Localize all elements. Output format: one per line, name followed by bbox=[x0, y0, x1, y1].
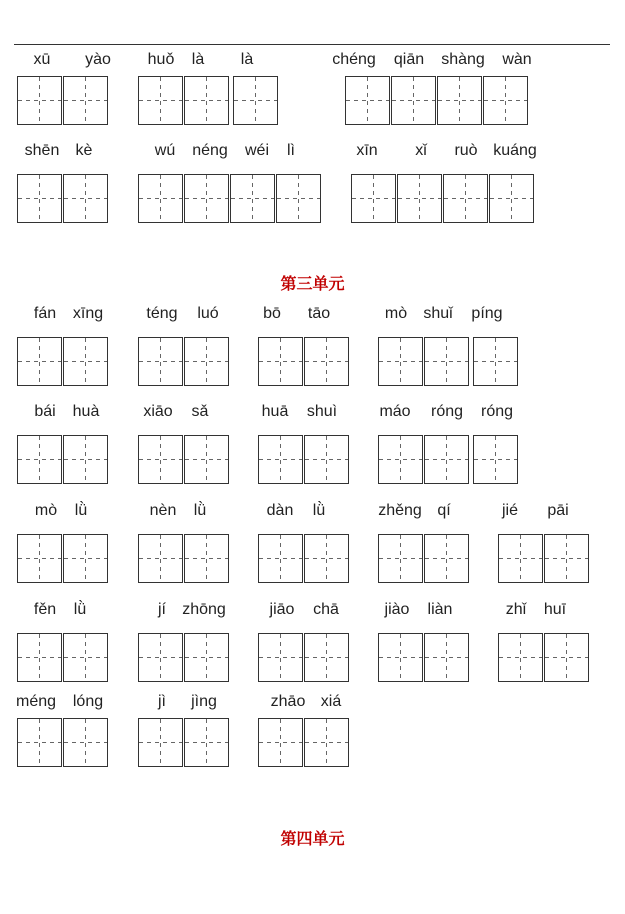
pinyin-label: huī bbox=[543, 601, 567, 618]
pinyin-label: shuǐ bbox=[423, 305, 453, 322]
character-writing-box[interactable] bbox=[17, 534, 62, 583]
writing-box-row bbox=[17, 174, 108, 223]
character-writing-box[interactable] bbox=[138, 718, 183, 767]
pinyin-label: yào bbox=[85, 51, 111, 68]
writing-box-row bbox=[378, 633, 469, 682]
pinyin-label: máo bbox=[379, 403, 411, 420]
pinyin-label: téng bbox=[146, 305, 178, 322]
pinyin-label: chéng bbox=[332, 51, 376, 68]
character-writing-box[interactable] bbox=[138, 633, 183, 682]
character-writing-box[interactable] bbox=[63, 534, 108, 583]
pinyin-label: jìng bbox=[191, 693, 217, 710]
writing-box-row bbox=[17, 435, 108, 484]
character-writing-box[interactable] bbox=[258, 718, 303, 767]
pinyin-label: mò bbox=[34, 502, 58, 519]
character-writing-box[interactable] bbox=[63, 337, 108, 386]
pinyin-label: qí bbox=[437, 502, 451, 519]
character-writing-box[interactable] bbox=[63, 174, 108, 223]
character-writing-box[interactable] bbox=[489, 174, 534, 223]
writing-box-row bbox=[258, 633, 349, 682]
pinyin-label: wú bbox=[154, 142, 176, 159]
character-writing-box[interactable] bbox=[304, 534, 349, 583]
pinyin-label: xīng bbox=[72, 305, 104, 322]
writing-box-row bbox=[498, 633, 589, 682]
character-writing-box[interactable] bbox=[184, 76, 229, 125]
character-writing-box[interactable] bbox=[276, 174, 321, 223]
writing-box-row bbox=[351, 174, 534, 223]
character-writing-box[interactable] bbox=[258, 337, 303, 386]
pinyin-label: shuì bbox=[306, 403, 338, 420]
character-writing-box[interactable] bbox=[138, 174, 183, 223]
writing-box-row bbox=[17, 337, 108, 386]
character-writing-box[interactable] bbox=[483, 76, 528, 125]
pinyin-label: xiá bbox=[320, 693, 342, 710]
writing-box-row bbox=[138, 435, 229, 484]
pinyin-label: kuáng bbox=[493, 142, 537, 159]
pinyin-label: méng bbox=[15, 693, 57, 710]
pinyin-label: xū bbox=[33, 51, 51, 68]
pinyin-label: xīn bbox=[356, 142, 378, 159]
pinyin-label: huǒ bbox=[147, 51, 175, 68]
pinyin-label: jiào bbox=[384, 601, 410, 618]
pinyin-label: fěn bbox=[33, 601, 57, 618]
pinyin-label: róng bbox=[480, 403, 514, 420]
pinyin-label: wéi bbox=[244, 142, 270, 159]
character-writing-box[interactable] bbox=[17, 718, 62, 767]
character-writing-box[interactable] bbox=[498, 534, 543, 583]
character-writing-box[interactable] bbox=[184, 337, 229, 386]
character-writing-box[interactable] bbox=[230, 174, 275, 223]
character-writing-box[interactable] bbox=[17, 76, 62, 125]
character-writing-box[interactable] bbox=[351, 174, 396, 223]
pinyin-label: zhāo bbox=[270, 693, 306, 710]
writing-box-row bbox=[498, 534, 589, 583]
writing-box-row bbox=[138, 534, 229, 583]
pinyin-label: píng bbox=[471, 305, 503, 322]
character-writing-box[interactable] bbox=[17, 174, 62, 223]
pinyin-label: mò bbox=[384, 305, 408, 322]
character-writing-box[interactable] bbox=[63, 76, 108, 125]
character-writing-box[interactable] bbox=[424, 633, 469, 682]
character-writing-box[interactable] bbox=[424, 337, 469, 386]
character-writing-box[interactable] bbox=[138, 337, 183, 386]
character-writing-box[interactable] bbox=[424, 435, 469, 484]
pinyin-label: bái bbox=[34, 403, 56, 420]
character-writing-box[interactable] bbox=[473, 337, 518, 386]
unit-3-title: 第三单元 bbox=[280, 274, 345, 293]
character-writing-box[interactable] bbox=[443, 174, 488, 223]
writing-box-row bbox=[378, 534, 469, 583]
pinyin-label: tāo bbox=[307, 305, 331, 322]
character-writing-box[interactable] bbox=[17, 435, 62, 484]
character-writing-box[interactable] bbox=[473, 435, 518, 484]
character-writing-box[interactable] bbox=[544, 633, 589, 682]
pinyin-label: kè bbox=[75, 142, 93, 159]
character-writing-box[interactable] bbox=[544, 534, 589, 583]
pinyin-label: shēn bbox=[24, 142, 60, 159]
writing-box-row bbox=[138, 337, 229, 386]
pinyin-label: nèn bbox=[149, 502, 177, 519]
unit-4-title: 第四单元 bbox=[280, 829, 345, 848]
character-writing-box[interactable] bbox=[378, 534, 423, 583]
pinyin-label: qiān bbox=[393, 51, 425, 68]
pinyin-label: xiāo bbox=[143, 403, 173, 420]
pinyin-label: jiāo bbox=[269, 601, 295, 618]
pinyin-label: chā bbox=[313, 601, 339, 618]
character-writing-box[interactable] bbox=[138, 76, 183, 125]
character-writing-box[interactable] bbox=[184, 534, 229, 583]
pinyin-label: bō bbox=[263, 305, 281, 322]
character-writing-box[interactable] bbox=[258, 435, 303, 484]
pinyin-label: xǐ bbox=[415, 142, 427, 159]
pinyin-label: lǜ bbox=[193, 502, 207, 519]
pinyin-label: ruò bbox=[454, 142, 478, 159]
character-writing-box[interactable] bbox=[304, 718, 349, 767]
character-writing-box[interactable] bbox=[345, 76, 390, 125]
character-writing-box[interactable] bbox=[378, 633, 423, 682]
writing-box-row bbox=[17, 76, 108, 125]
pinyin-label: lǜ bbox=[312, 502, 326, 519]
character-writing-box[interactable] bbox=[184, 174, 229, 223]
pinyin-label: huā bbox=[261, 403, 289, 420]
character-writing-box[interactable] bbox=[378, 337, 423, 386]
writing-box-row bbox=[17, 534, 108, 583]
writing-box-row bbox=[138, 718, 229, 767]
pinyin-label: jí bbox=[158, 601, 166, 618]
writing-box-row bbox=[345, 76, 528, 125]
pinyin-label: dàn bbox=[266, 502, 294, 519]
pinyin-label: shàng bbox=[441, 51, 485, 68]
pinyin-label: jì bbox=[158, 693, 166, 710]
pinyin-label: lǜ bbox=[74, 502, 88, 519]
character-writing-box[interactable] bbox=[378, 435, 423, 484]
character-writing-box[interactable] bbox=[17, 337, 62, 386]
writing-box-row bbox=[258, 435, 349, 484]
writing-box-row bbox=[17, 718, 108, 767]
character-writing-box[interactable] bbox=[184, 633, 229, 682]
character-writing-box[interactable] bbox=[233, 76, 278, 125]
character-writing-box[interactable] bbox=[304, 633, 349, 682]
character-writing-box[interactable] bbox=[184, 435, 229, 484]
writing-box-row bbox=[378, 337, 518, 386]
writing-box-row bbox=[138, 633, 229, 682]
character-writing-box[interactable] bbox=[391, 76, 436, 125]
pinyin-label: wàn bbox=[502, 51, 532, 68]
pinyin-label: luó bbox=[197, 305, 219, 322]
character-writing-box[interactable] bbox=[304, 337, 349, 386]
character-writing-box[interactable] bbox=[304, 435, 349, 484]
pinyin-label: zhōng bbox=[182, 601, 226, 618]
character-writing-box[interactable] bbox=[63, 633, 108, 682]
writing-box-row bbox=[258, 534, 349, 583]
character-writing-box[interactable] bbox=[63, 718, 108, 767]
pinyin-label: là bbox=[240, 51, 254, 68]
character-writing-box[interactable] bbox=[258, 534, 303, 583]
pinyin-label: jié bbox=[501, 502, 519, 519]
character-writing-box[interactable] bbox=[17, 633, 62, 682]
writing-box-row bbox=[378, 435, 518, 484]
pinyin-label: huà bbox=[72, 403, 100, 420]
character-writing-box[interactable] bbox=[498, 633, 543, 682]
writing-box-row bbox=[17, 633, 108, 682]
writing-box-row bbox=[138, 76, 278, 125]
character-writing-box[interactable] bbox=[138, 534, 183, 583]
pinyin-label: sǎ bbox=[191, 403, 209, 420]
writing-box-row bbox=[138, 174, 321, 223]
character-writing-box[interactable] bbox=[437, 76, 482, 125]
character-writing-box[interactable] bbox=[184, 718, 229, 767]
top-rule bbox=[14, 44, 610, 45]
pinyin-label: lóng bbox=[72, 693, 104, 710]
writing-box-row bbox=[258, 718, 349, 767]
character-writing-box[interactable] bbox=[424, 534, 469, 583]
pinyin-label: lì bbox=[287, 142, 295, 159]
pinyin-label: zhǐ bbox=[505, 601, 527, 618]
pinyin-label: liàn bbox=[427, 601, 453, 618]
pinyin-label: pāi bbox=[547, 502, 569, 519]
pinyin-label: róng bbox=[430, 403, 464, 420]
character-writing-box[interactable] bbox=[258, 633, 303, 682]
pinyin-label: zhěng bbox=[378, 502, 422, 519]
pinyin-label: néng bbox=[192, 142, 228, 159]
writing-box-row bbox=[258, 337, 349, 386]
pinyin-label: lǜ bbox=[73, 601, 87, 618]
character-writing-box[interactable] bbox=[397, 174, 442, 223]
pinyin-label: là bbox=[191, 51, 205, 68]
character-writing-box[interactable] bbox=[63, 435, 108, 484]
pinyin-label: fán bbox=[33, 305, 57, 322]
character-writing-box[interactable] bbox=[138, 435, 183, 484]
